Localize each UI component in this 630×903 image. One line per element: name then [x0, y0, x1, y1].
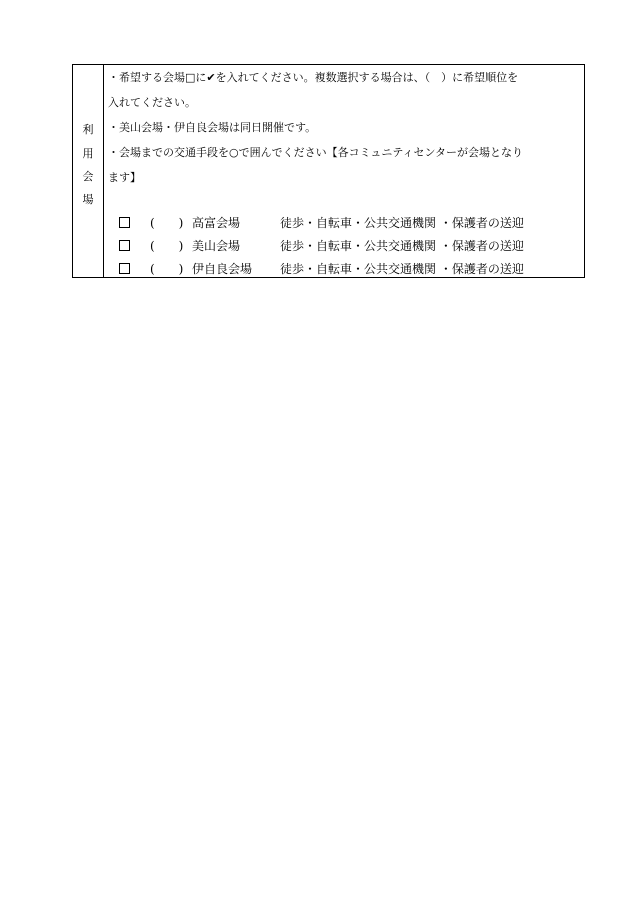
- venue-name: 伊自良会場: [192, 262, 253, 276]
- transport-options[interactable]: 徒歩・自転車・公共交通機関 ・保護者の送迎: [280, 262, 524, 276]
- venue-name: 高富会場: [192, 216, 241, 230]
- venue-name: 美山会場: [192, 239, 241, 253]
- instruction-line: ・美山会場・伊自良会場は同日開催です。: [108, 121, 317, 134]
- venue-content-cell: [104, 65, 584, 277]
- row-header-char: 会: [82, 170, 94, 183]
- priority-rank-field[interactable]: ( ): [150, 262, 184, 276]
- transport-options[interactable]: 徒歩・自転車・公共交通機関 ・保護者の送迎: [280, 216, 524, 230]
- instruction-line: ・希望する会場□に✔を入れてください。複数選択する場合は、（ ）に希望順位を: [108, 71, 519, 84]
- priority-rank-field[interactable]: ( ): [150, 216, 184, 230]
- row-header-cell: [73, 65, 104, 277]
- priority-rank-field[interactable]: ( ): [150, 239, 184, 253]
- transport-options[interactable]: 徒歩・自転車・公共交通機関 ・保護者の送迎: [280, 239, 524, 253]
- venue-checkbox[interactable]: [119, 263, 130, 274]
- instruction-line: ます】: [108, 171, 141, 184]
- instruction-line: 入れてください。: [108, 96, 196, 109]
- venue-checkbox[interactable]: [119, 240, 130, 251]
- venue-checkbox[interactable]: [119, 217, 130, 228]
- row-header-char: 用: [82, 147, 94, 160]
- venue-selection-table: [72, 64, 585, 278]
- instruction-line: ・会場までの交通手段を○で囲んでください【各コミュニティセンターが会場となり: [108, 146, 524, 159]
- row-header-char: 場: [82, 193, 94, 206]
- row-header-char: 利: [82, 123, 94, 136]
